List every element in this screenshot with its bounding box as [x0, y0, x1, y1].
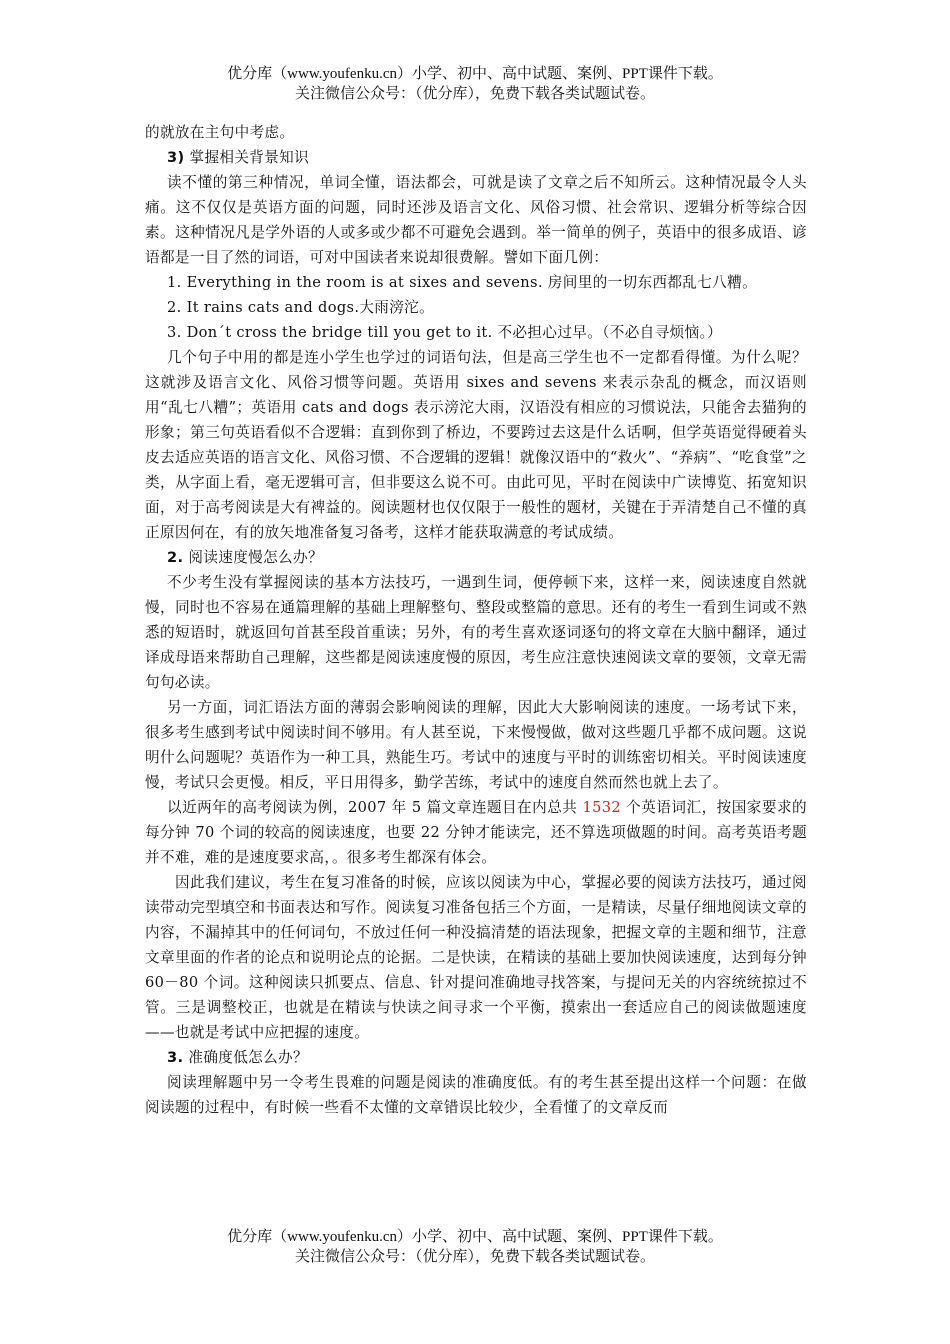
heading-number: 3) [167, 149, 185, 166]
header-line-2: 关注微信公众号：（优分库），免费下载各类试题试卷。 [294, 86, 655, 102]
heading-text: 阅读速度慢怎么办？ [183, 549, 323, 566]
highlighted-word-count: 1532 [582, 799, 622, 816]
heading-text: 准确度低怎么办？ [183, 1049, 308, 1066]
paragraph: 读不懂的第三种情况，单词全懂，语法都会，可就是读了文章之后不知所云。这种情况最令人头痛。这不仅仅是英语方面的问题，同时还涉及语言文化、风俗习惯、社会常识、逻辑分析等综合因素。这种情况凡是学外语的人或多或少都不可避免会遇到。举一简单的例子，英语中的很多成语、谚语都是一目了然的词语，可对中国读者来说却很费解。譬如下面几例： [145, 174, 807, 266]
article-body [145, 120, 807, 1120]
footer-line-1: 优分库（www.youfenku.cn）小学、初中、高中试题、案例、PPT课件下载。 [227, 1229, 723, 1245]
paragraph-text: 个英语词汇，按国家要求的每分钟 70 个词的较高的阅读速度，也要 22 分钟才能读完，还不算选项做题的时间。高考英语考题并不难，难的是速度要求高，。很多考生都深有体会。 [145, 799, 807, 866]
heading-text: 掌握相关背景知识 [184, 149, 310, 166]
paragraph: 另一方面，词汇语法方面的薄弱会影响阅读的理解，因此大大影响阅读的速度。一场考试下来，很多考生感到考试中阅读时间不够用。有人甚至说，下来慢慢做，做对这些题几乎都不成问题。这说明什么问题呢？英语作为一种工具，熟能生巧。考试中的速度与平时的训练密切相关。平时阅读速度慢，考试只会更慢。相反，平日用得多，勤学苦练，考试中的速度自然而然也就上去了。 [145, 699, 807, 791]
example-sentence-2: 2. It rains cats and dogs.大雨滂沱。 [167, 299, 435, 316]
example-sentence-3: 3. Don´t cross the bridge till you get to it. 不必担心过早。（不必自寻烦恼。） [167, 324, 723, 341]
paragraph-text: 以近两年的高考阅读为例，2007 年 5 篇文章连题目在内总共 [167, 799, 583, 816]
paragraph: 阅读理解题中另一令考生畏难的问题是阅读的准确度低。有的考生甚至提出这样一个问题：在做阅读题的过程中，有时候一些看不太懂的文章错误比较少，全看懂了的文章反而 [145, 1074, 807, 1116]
header-line-1: 优分库（www.youfenku.cn）小学、初中、高中试题、案例、PPT课件下载。 [227, 66, 723, 82]
example-sentence-1: 1. Everything in the room is at sixes and sevens. 房间里的一切东西都乱七八糟。 [167, 274, 758, 291]
page-footer [0, 1227, 950, 1267]
section-heading-reading-speed [145, 545, 807, 570]
paragraph-continuation: 的就放在主句中考虑。 [145, 124, 295, 141]
heading-number: 3. [167, 1049, 184, 1066]
paragraph: 不少考生没有掌握阅读的基本方法技巧，一遇到生词，便停顿下来，这样一来，阅读速度自然就慢，同时也不容易在通篇理解的基础上理解整句、整段或整篇的意思。还有的考生一看到生词或不熟悉的短语时，就返回句首甚至段首重读；另外，有的考生喜欢逐词逐句的将文章在大脑中翻译，通过译成母语来帮助自己理解，这些都是阅读速度慢的原因，考生应注意快速阅读文章的要领，文章无需句句必读。 [145, 574, 807, 691]
footer-line-2: 关注微信公众号：（优分库），免费下载各类试题试卷。 [294, 1249, 655, 1265]
paragraph: 几个句子中用的都是连小学生也学过的词语句法，但是高三学生也不一定都看得懂。为什么呢？这就涉及语言文化、风俗习惯等问题。英语用 sixes and sevens 来表示杂乱的概念，而汉语则用“乱七八糟”；英语用 cats and dogs 表示滂沱大雨，汉语没有相应的习惯说法，只能舍去猫狗的形象；第三句英语看似不合逻辑：直到你到了桥边，不要跨过去这是什么话啊，但学英语觉得硬着头皮去适应英语的语言文化、风俗习惯、不合逻辑的逻辑！就像汉语中的“救火”、“养病”、“吃食堂”之类，从字面上看，毫无逻辑可言，但非要这么说不可。由此可见，平时在阅读中广读博览、拓宽知识面，对于高考阅读是大有裨益的。阅读题材也仅仅限于一般性的题材，关键在于弄清楚自己不懂的真正原因何在，有的放矢地准备复习备考，这样才能获取满意的考试成绩。 [145, 349, 807, 541]
section-heading-background-knowledge [145, 145, 807, 170]
paragraph [145, 795, 807, 870]
paragraph: 因此我们建议，考生在复习准备的时候，应该以阅读为中心，掌握必要的阅读方法技巧，通过阅读带动完型填空和书面表达和写作。阅读复习准备包括三个方面，一是精读，尽量仔细地阅读文章的内容，不漏掉其中的任何词句，不放过任何一种没搞清楚的语法现象，把握文章的主题和细节，注意文章里面的作者的论点和说明论点的论据。二是快读，在精读的基础上要加快阅读速度，达到每分钟 60－80 个词。这种阅读只抓要点、信息、针对提问准确地寻找答案，与提问无关的内容统统掠过不管。三是调整校正，也就是在精读与快读之间寻求一个平衡，摸索出一套适应自己的阅读做题速度——也就是考试中应把握的速度。 [145, 874, 807, 1041]
heading-number: 2. [167, 549, 184, 566]
page-header [0, 64, 950, 104]
section-heading-accuracy [145, 1045, 807, 1070]
